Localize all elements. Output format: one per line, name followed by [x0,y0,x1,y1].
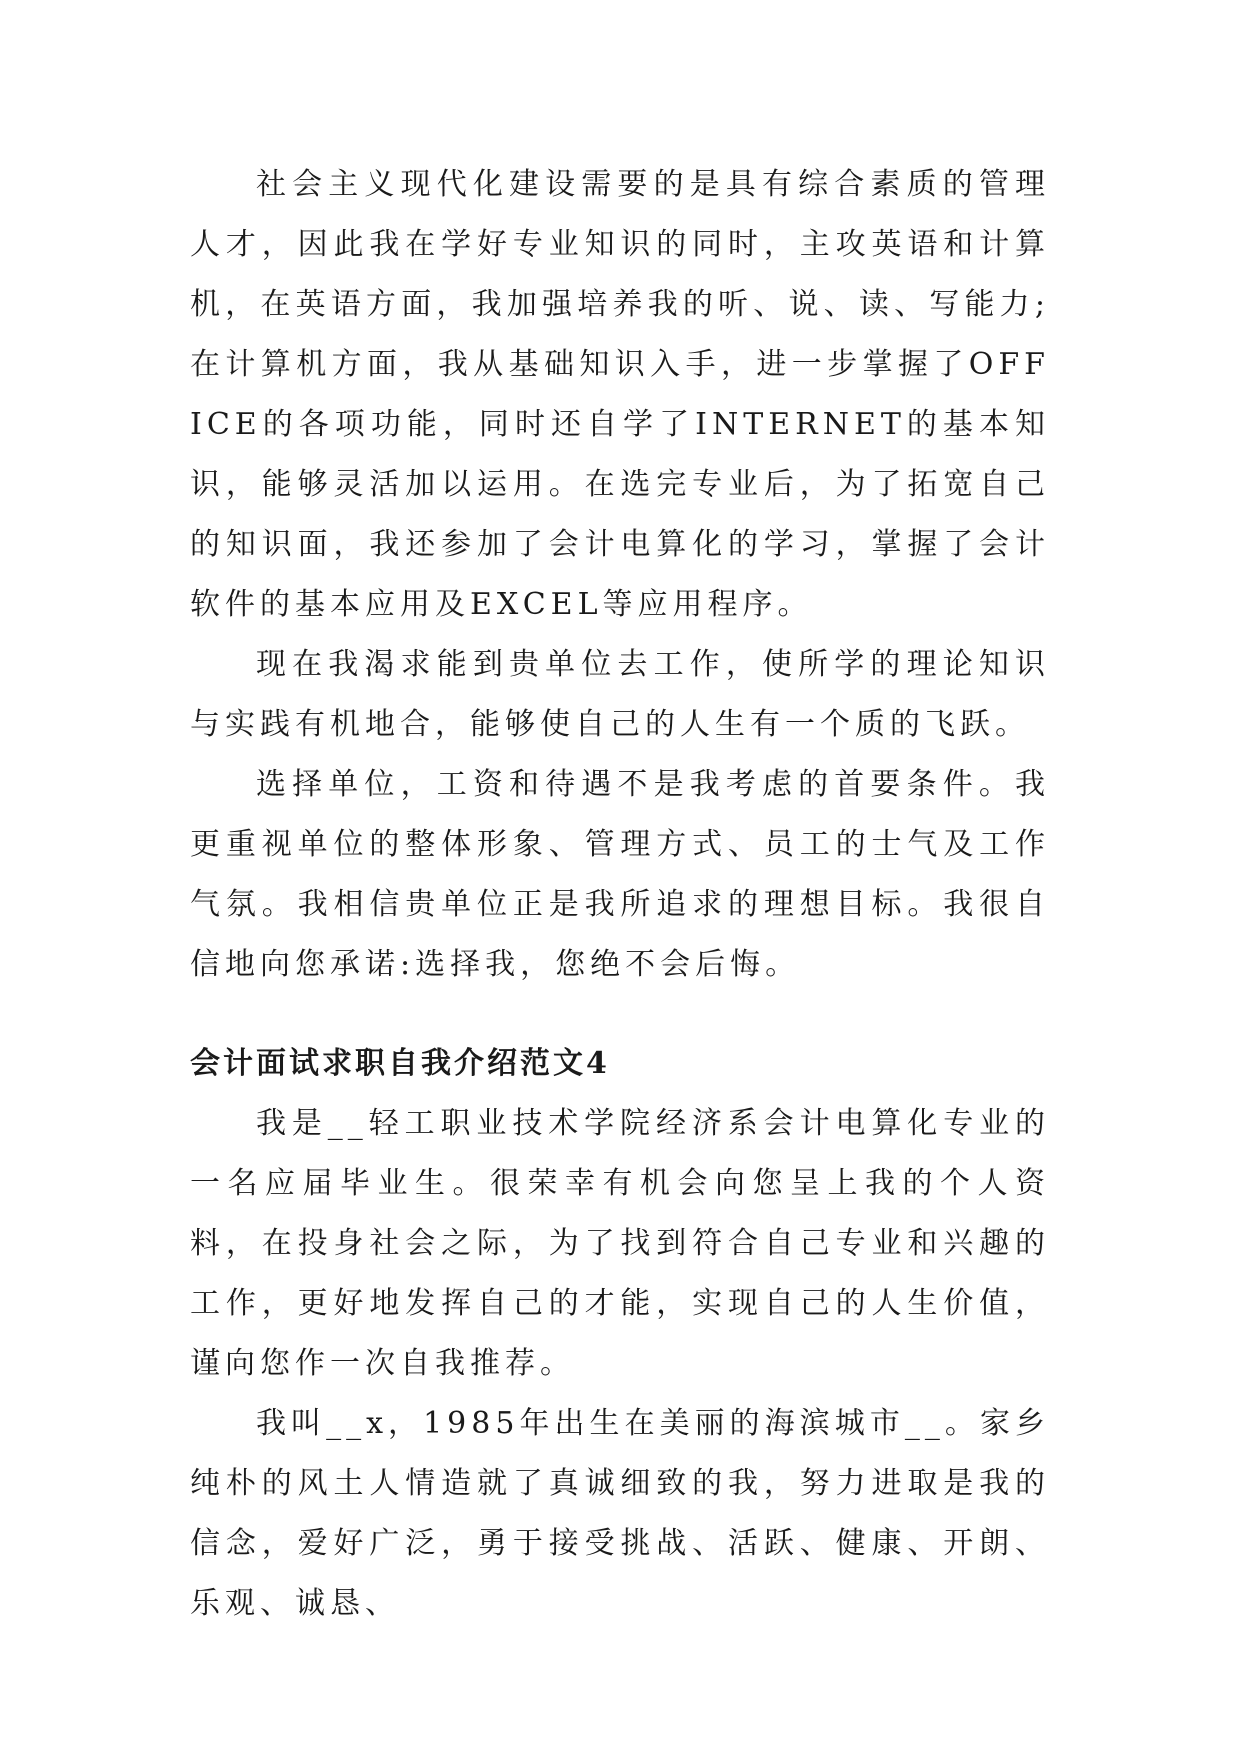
paragraph-study-skills: 社会主义现代化建设需要的是具有综合素质的管理人才，因此我在学好专业知识的同时，主攻英语和计算机，在英语方面，我加强培养我的听、说、读、写能力;在计算机方面，我从基础知识入手，进一步掌握了OFFICE的各项功能，同时还自学了INTERNET的基本知识，能够灵活加以运用。在选完专业后，为了拓宽自己的知识面，我还参加了会计电算化的学习，掌握了会计软件的基本应用及EXCEL等应用程序。 [190,167,1050,622]
paragraph-self-introduction: 我是__轻工职业技术学院经济系会计电算化专业的一名应届毕业生。很荣幸有机会向您呈上我的个人资料，在投身社会之际，为了找到符合自己专业和兴趣的工作，更好地发挥自己的才能，实现自己的人生价值，谨向您作一次自我推荐。 [190,1106,1050,1381]
section-heading: 会计面试求职自我介绍范文4 [190,1046,610,1081]
paragraph-personal-background: 我叫__x，1985年出生在美丽的海滨城市__。家乡纯朴的风土人情造就了真诚细致的我，努力进取是我的信念，爱好广泛，勇于接受挑战、活跃、健康、开朗、乐观、诚恳、 [190,1406,1050,1621]
paragraph-desire-to-work: 现在我渴求能到贵单位去工作，使所学的理论知识与实践有机地合，能够使自己的人生有一个质的飞跃。 [190,647,1050,742]
paragraph-choosing-employer: 选择单位，工资和待遇不是我考虑的首要条件。我更重视单位的整体形象、管理方式、员工的士气及工作气氛。我相信贵单位正是我所追求的理想目标。我很自信地向您承诺:选择我，您绝不会后悔。 [190,767,1050,982]
document-body [190,155,1050,1634]
